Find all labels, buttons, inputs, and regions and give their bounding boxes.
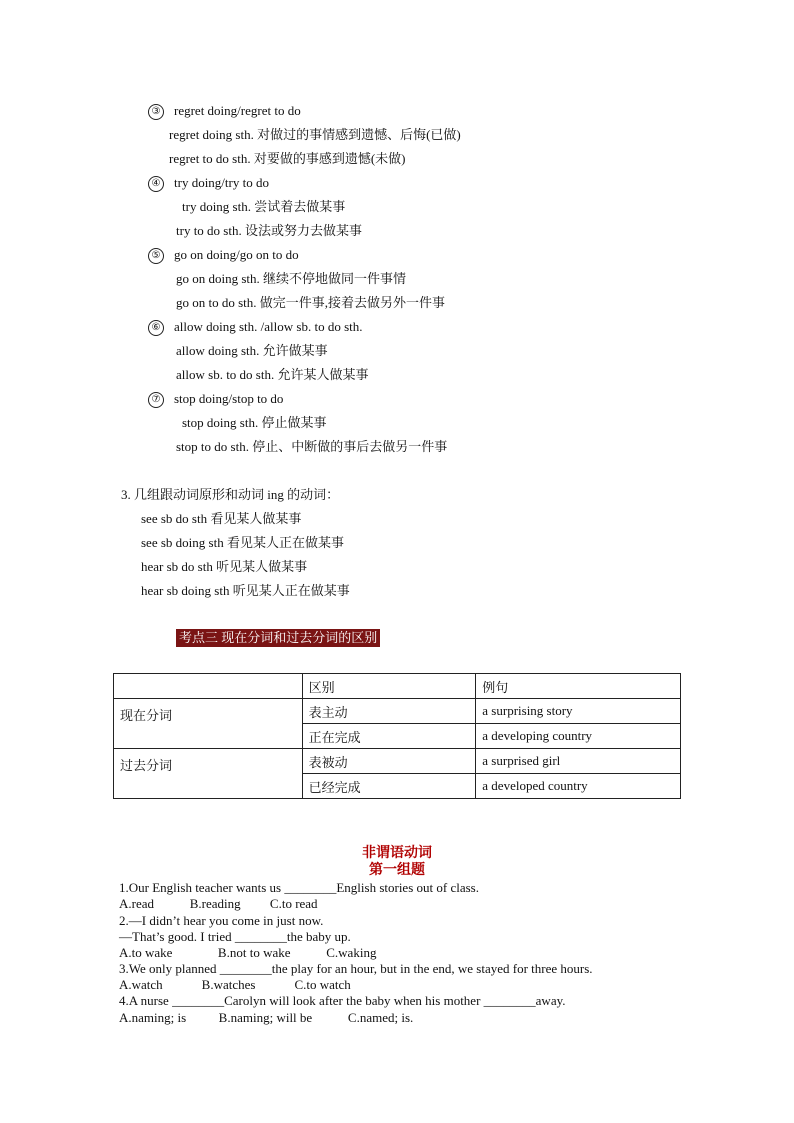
section-3-line: see sb do sth 看见某人做某事 <box>141 511 302 526</box>
exercise-line: A.naming; is B.naming; will be C.named; is. <box>119 1010 414 1025</box>
table-cell: a developed country <box>476 774 681 799</box>
table-header-row <box>114 674 681 699</box>
item-7-line: stop to do sth. 停止、中断做的事后去做另一件事 <box>176 439 448 454</box>
table-header-cell <box>114 674 303 699</box>
table-cell: 表主动 <box>302 699 476 724</box>
circled-number: ⑦ <box>148 392 164 408</box>
item-3-line: regret to do sth. 对要做的事感到遗憾(未做) <box>169 151 406 166</box>
circled-number: ⑤ <box>148 248 164 264</box>
section-3-line: hear sb doing sth 听见某人正在做某事 <box>141 583 350 598</box>
item-4-line: try doing sth. 尝试着去做某事 <box>182 199 346 214</box>
item-4-line: try to do sth. 设法或努力去做某事 <box>176 223 362 238</box>
item-7-line: stop doing sth. 停止做某事 <box>182 415 327 430</box>
exercise-line: —That’s good. I tried ________the baby up. <box>119 929 351 944</box>
item-3-heading: ③ regret doing/regret to do <box>148 103 301 120</box>
exercise-line: A.read B.reading C.to read <box>119 896 318 911</box>
circled-number: ⑥ <box>148 320 164 336</box>
section-3-title: 3. 几组跟动词原形和动词 ing 的动词： <box>121 487 340 502</box>
item-6-line: allow sb. to do sth. 允许某人做某事 <box>176 367 369 382</box>
table-cell: 已经完成 <box>302 774 476 799</box>
table-row <box>114 699 681 724</box>
item-5-line: go on doing sth. 继续不停地做同一件事情 <box>176 271 407 286</box>
item-6-heading: ⑥ allow doing sth. /allow sb. to do sth. <box>148 319 363 336</box>
point-3-label: 考点三 现在分词和过去分词的区别 <box>176 629 380 647</box>
exercise-line: 1.Our English teacher wants us ________English stories out of class. <box>119 880 479 895</box>
table-header-cell: 例句 <box>476 674 681 699</box>
exercise-title: 非谓语动词 <box>362 845 432 861</box>
item-5-line: go on to do sth. 做完一件事,接着去做另外一件事 <box>176 295 446 310</box>
participle-comparison-table <box>113 673 681 799</box>
section-3-line: see sb doing sth 看见某人正在做某事 <box>141 535 344 550</box>
item-3-line: regret doing sth. 对做过的事情感到遗憾、后悔(已做) <box>169 127 461 142</box>
exercise-subtitle: 第一组题 <box>369 862 425 878</box>
item-7-heading: ⑦ stop doing/stop to do <box>148 391 283 408</box>
item-6-line: allow doing sth. 允许做某事 <box>176 343 328 358</box>
present-participle-label: 现在分词 <box>114 699 303 749</box>
exercise-line: 2.—I didn’t hear you come in just now. <box>119 913 324 928</box>
table-cell: a developing country <box>476 724 681 749</box>
exercise-line: A.watch B.watches C.to watch <box>119 977 351 992</box>
item-4-heading: ④ try doing/try to do <box>148 175 269 192</box>
table-header-cell: 区别 <box>302 674 476 699</box>
circled-number: ③ <box>148 104 164 120</box>
exercise-line: A.to wake B.not to wake C.waking <box>119 945 377 960</box>
item-5-heading: ⑤ go on doing/go on to do <box>148 247 299 264</box>
exercise-line: 4.A nurse ________Carolyn will look after the baby when his mother ________away. <box>119 993 566 1008</box>
table-cell: a surprising story <box>476 699 681 724</box>
circled-number: ④ <box>148 176 164 192</box>
table-cell: a surprised girl <box>476 749 681 774</box>
table-cell: 正在完成 <box>302 724 476 749</box>
section-3-line: hear sb do sth 听见某人做某事 <box>141 559 308 574</box>
exercise-line: 3.We only planned ________the play for an hour, but in the end, we stayed for three hours. <box>119 961 593 976</box>
table-cell: 表被动 <box>302 749 476 774</box>
past-participle-label: 过去分词 <box>114 749 303 799</box>
table-row <box>114 749 681 774</box>
